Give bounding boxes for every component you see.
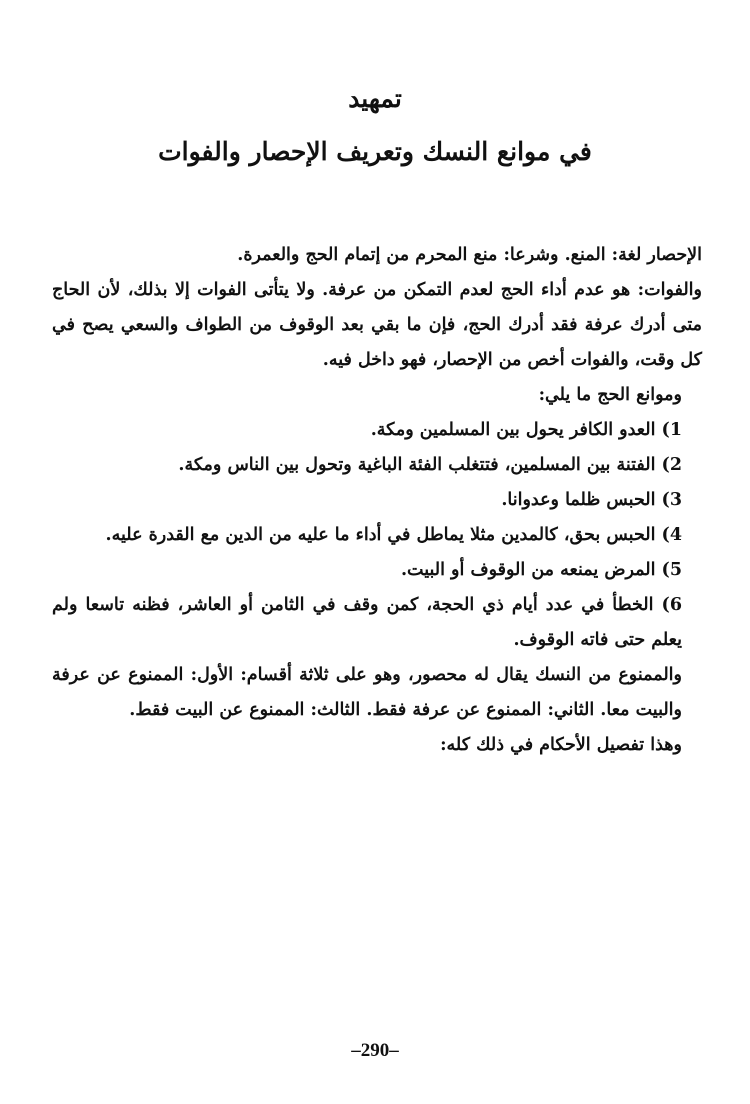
list-item: 6) الخطأ في عدد أيام ذي الحجة، كمن وقف في الثامن أو العاشر، فظنه تاسعا ولم يعلم حتى فاته الوقوف. [52,595,682,650]
page-title: تمهيد [348,84,402,113]
paragraph-categories: والممنوع من النسك يقال له محصور، وهو على ثلاثة أقسام: الأول: الممنوع عن عرفة والبيت معا. الثاني: الممنوع عن عرفة فقط. الثالث: الممنوع عن البيت فقط. [52,665,682,720]
paragraph-closing: وهذا تفصيل الأحكام في ذلك كله: [440,735,682,755]
list-item: 4) الحبس بحق، كالمدين مثلا يماطل في أداء ما عليه من الدين مع القدرة عليه. [105,525,682,545]
page-subtitle: في موانع النسك وتعريف الإحصار والفوات [158,137,592,166]
paragraph-definition-ihsar: الإحصار لغة: المنع. وشرعا: منع المحرم من إتمام الحج والعمرة. [237,245,702,265]
list-item: 1) العدو الكافر يحول بين المسلمين ومكة. [370,420,682,440]
body-text [52,238,702,763]
paragraph-definition-fawat: والفوات: هو عدم أداء الحج لعدم التمكن من عرفة. ولا يتأتى الفوات إلا بذلك، لأن الحاج متى أدرك عرفة فقد أدرك الحج، فإن ما بقي بعد الوقوف من الطواف والسعي يصح في كل وقت، والفوات أخص من الإحصار، فهو داخل فيه. [52,280,702,370]
page-number: –290– [351,1040,399,1061]
list-item: 2) الفتنة بين المسلمين، فتتغلب الفئة الباغية وتحول بين الناس ومكة. [178,455,682,475]
list-item: 5) المرض يمنعه من الوقوف أو البيت. [400,560,682,580]
paragraph-obstacles-intro: وموانع الحج ما يلي: [538,385,682,405]
list-item: 3) الحبس ظلما وعدوانا. [501,490,682,510]
